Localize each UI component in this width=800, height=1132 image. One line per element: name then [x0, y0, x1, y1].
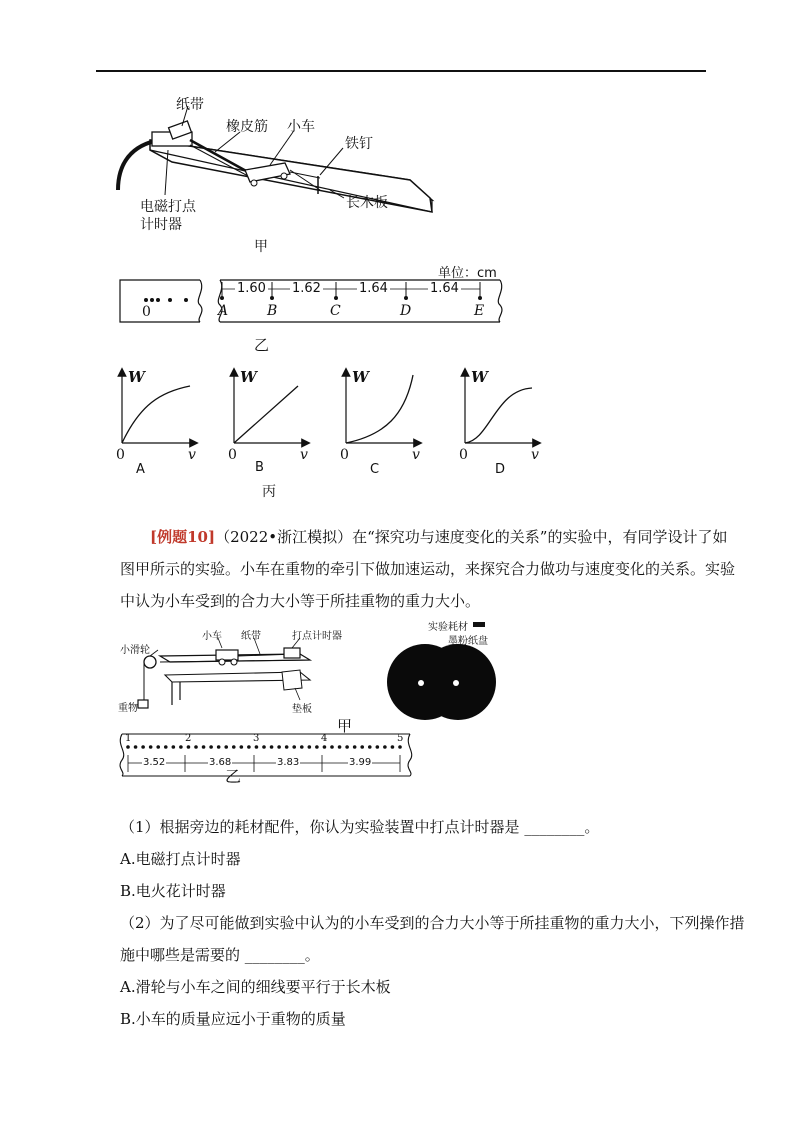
tape-unit: 单位：cm	[438, 266, 497, 281]
tape-dot	[292, 745, 296, 749]
tape-dot	[209, 745, 213, 749]
question-2-line-2: 施中哪些是需要的 ________。	[120, 946, 320, 964]
tape-dot	[187, 745, 191, 749]
tape-dot	[141, 745, 145, 749]
tape2-mark-5: 5	[397, 733, 404, 744]
graph-d-axis-y: W	[471, 368, 488, 386]
tape2-seg-1: 3.52	[143, 757, 166, 768]
tape2-mark-1: 1	[125, 733, 132, 744]
question-1-option-b: B.电火花计时器	[120, 882, 226, 900]
tape-dot	[149, 745, 153, 749]
example-source: （2022•浙江模拟）	[215, 528, 353, 546]
label-cart-2: 小车	[202, 631, 222, 642]
graph-d-letter: D	[495, 462, 506, 477]
tape-dot	[194, 745, 198, 749]
tape-dot	[353, 745, 357, 749]
example-tag: [例题10]	[150, 528, 216, 546]
tape-dot	[164, 745, 168, 749]
question-1-option-a: A.电磁打点计时器	[120, 850, 241, 868]
label-cart: 小车	[287, 119, 315, 135]
tape-dot	[262, 745, 266, 749]
label-tape-2: 纸带	[241, 631, 261, 642]
tape-label-b: B	[267, 303, 278, 319]
tape-seg-bc: 1.62	[292, 281, 321, 296]
graph-a-origin: 0	[116, 447, 125, 463]
graph-a-axis-y: W	[128, 368, 145, 386]
label-timer-line1: 电磁打点	[140, 199, 196, 215]
tape-dot	[224, 745, 228, 749]
tape-dot	[179, 745, 183, 749]
tape-dot	[232, 745, 236, 749]
tape-seg-cd: 1.64	[359, 281, 388, 296]
caption-yi-1: 乙	[254, 336, 270, 354]
caption-yi-2: 乙	[225, 767, 242, 786]
tape-dot	[126, 745, 130, 749]
tape-dot	[240, 745, 244, 749]
consumable-label-1: 实验耗材	[428, 622, 468, 633]
tape-dot	[345, 745, 349, 749]
label-pulley: 小滑轮	[120, 645, 150, 656]
graph-b-axis-y: W	[240, 368, 257, 386]
tape2-seg-4: 3.99	[349, 757, 372, 768]
tape-dot	[270, 745, 274, 749]
tape-origin: 0	[142, 304, 151, 320]
tape2-mark-2: 2	[185, 733, 192, 744]
consumable-label-2: 墨粉纸盘	[448, 636, 488, 647]
label-tape: 纸带	[176, 97, 204, 113]
graph-c-origin: 0	[340, 447, 349, 463]
graph-b-origin: 0	[228, 447, 237, 463]
example-line-3: 中认为小车受到的合力大小等于所挂重物的重力大小。	[120, 592, 481, 610]
graph-c-axis-x: v	[412, 447, 420, 463]
tape-dot	[255, 745, 259, 749]
tape-dot	[398, 745, 402, 749]
graph-c-letter: C	[370, 462, 380, 477]
label-timer-2: 打点计时器	[292, 631, 342, 642]
tape-dot	[338, 745, 342, 749]
graph-b-axis-x: v	[300, 447, 308, 463]
tape-dot	[247, 745, 251, 749]
tape-dot	[217, 745, 221, 749]
tape-dot	[323, 745, 327, 749]
tape-dot	[134, 745, 138, 749]
tape-dot	[391, 745, 395, 749]
question-2-option-a: A.滑轮与小车之间的细线要平行于长木板	[120, 978, 391, 996]
question-2-option-b: B.小车的质量应远小于重物的质量	[120, 1010, 346, 1028]
label-weight: 重物	[118, 703, 138, 714]
example-text-1: 在“探究功与速度变化的关系”的实验中，有同学设计了如	[352, 528, 728, 546]
tape-dot	[172, 745, 176, 749]
graph-a-letter: A	[136, 462, 145, 477]
label-nail: 铁钉	[345, 136, 373, 152]
tape-dot	[330, 745, 334, 749]
caption-jia-1: 甲	[254, 239, 268, 255]
label-timer-line2: 计时器	[140, 217, 182, 233]
tape-dot	[315, 745, 319, 749]
tape2-seg-2: 3.68	[209, 757, 232, 768]
question-1: （1）根据旁边的耗材配件，你认为实验装置中打点计时器是 ________。	[120, 818, 600, 836]
tape-seg-de: 1.64	[430, 281, 459, 296]
question-2-line-1: （2）为了尽可能做到实验中认为的小车受到的合力大小等于所挂重物的重力大小，下列操作措	[120, 914, 745, 932]
tape-dot	[202, 745, 206, 749]
tape-dot	[360, 745, 364, 749]
tape-dot	[368, 745, 372, 749]
label-pad: 垫板	[292, 704, 312, 715]
tape-dots	[126, 745, 402, 749]
caption-bing: 丙	[262, 484, 276, 500]
tape-label-d: D	[400, 303, 412, 319]
label-board: 长木板	[346, 195, 388, 211]
graph-c-axis-y: W	[352, 368, 369, 386]
tape2-seg-3: 3.83	[277, 757, 300, 768]
label-rubber: 橡皮筋	[226, 119, 268, 135]
graph-d-origin: 0	[459, 447, 468, 463]
tape-dot	[308, 745, 312, 749]
graph-a-axis-x: v	[188, 447, 196, 463]
tape-dot	[376, 745, 380, 749]
tape2-mark-3: 3	[253, 733, 260, 744]
tape-dot	[277, 745, 281, 749]
caption-jia-2: 甲	[337, 717, 353, 735]
tape-dot	[383, 745, 387, 749]
tape-dot	[300, 745, 304, 749]
tape2-mark-4: 4	[321, 733, 328, 744]
tape-dot	[285, 745, 289, 749]
graph-d-axis-x: v	[531, 447, 539, 463]
tape-seg-ab: 1.60	[237, 281, 266, 296]
graph-b-letter: B	[255, 460, 264, 475]
example-line-2: 图甲所示的实验。小车在重物的牵引下做加速运动，来探究合力做功与速度变化的关系。实验	[120, 560, 736, 578]
tape-label-c: C	[330, 303, 341, 319]
tape-dot	[156, 745, 160, 749]
tape-label-a: A	[218, 303, 229, 319]
tape-label-e: E	[474, 303, 485, 319]
